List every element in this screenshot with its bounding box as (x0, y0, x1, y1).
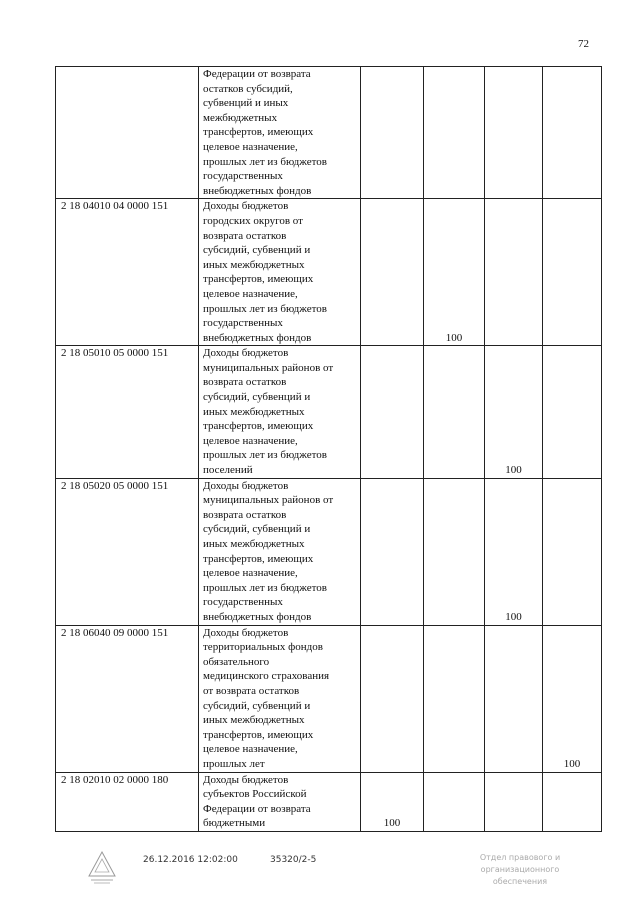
value-cell-2 (424, 772, 485, 831)
description-cell: Доходы бюджетов территориальных фондов обязательного медицинского страхования от возврата остатков субсидий, субвенций и иных межбюджетных трансфертов, имеющих целевое назначение, прошлых лет (199, 625, 361, 772)
value-cell-3 (485, 625, 543, 772)
revenue-table (55, 66, 602, 832)
value-cell-3: 100 (485, 346, 543, 478)
value-cell-4 (543, 346, 602, 478)
value-cell-4 (543, 772, 602, 831)
table-row (56, 772, 602, 831)
description-cell: Доходы бюджетов муниципальных районов от возврата остатков субсидий, субвенций и иных межбюджетных трансфертов, имеющих целевое назначение, прошлых лет из бюджетов государственных внебюджетных фондов (199, 478, 361, 625)
description-cell: Доходы бюджетов муниципальных районов от возврата остатков субсидий, субвенций и иных межбюджетных трансфертов, имеющих целевое назначение, прошлых лет из бюджетов поселений (199, 346, 361, 478)
value-cell-4 (543, 67, 602, 199)
value-cell-3: 100 (485, 478, 543, 625)
footer-stamp (440, 852, 600, 888)
value-cell-1 (361, 625, 424, 772)
table-row (56, 67, 602, 199)
stamp-line-2: обеспечения (492, 877, 548, 886)
value-cell-2 (424, 625, 485, 772)
budget-code-cell: 2 18 05010 05 0000 151 (56, 346, 199, 478)
table-row (56, 346, 602, 478)
value-cell-2: 100 (424, 199, 485, 346)
stamp-line-1: Отдел правового и организационного (479, 853, 561, 874)
emblem-icon (85, 850, 119, 886)
table-row (56, 625, 602, 772)
description-cell: Доходы бюджетов субъектов Российской Федерации от возврата бюджетными (199, 772, 361, 831)
budget-code-cell: 2 18 02010 02 0000 180 (56, 772, 199, 831)
value-cell-4 (543, 478, 602, 625)
value-cell-2 (424, 67, 485, 199)
value-cell-4: 100 (543, 625, 602, 772)
value-cell-4 (543, 199, 602, 346)
value-cell-3 (485, 67, 543, 199)
value-cell-3 (485, 199, 543, 346)
value-cell-1 (361, 346, 424, 478)
value-cell-1 (361, 67, 424, 199)
description-cell: Федерации от возврата остатков субсидий, субвенций и иных межбюджетных трансфертов, имеющих целевое назначение, прошлых лет из бюджетов государственных внебюджетных фондов (199, 67, 361, 199)
budget-code-cell: 2 18 05020 05 0000 151 (56, 478, 199, 625)
table-row (56, 199, 602, 346)
value-cell-3 (485, 772, 543, 831)
value-cell-1 (361, 199, 424, 346)
footer-doc-id: 35320/2-5 (270, 855, 317, 865)
value-cell-1: 100 (361, 772, 424, 831)
budget-code-cell (56, 67, 199, 199)
description-cell: Доходы бюджетов городских округов от возврата остатков субсидий, субвенций и иных межбюджетных трансфертов, имеющих целевое назначение, прошлых лет из бюджетов государственных внебюджетных фондов (199, 199, 361, 346)
page-number: 72 (578, 38, 589, 50)
budget-code-cell: 2 18 04010 04 0000 151 (56, 199, 199, 346)
footer-date: 26.12.2016 12:02:00 (143, 855, 238, 865)
value-cell-1 (361, 478, 424, 625)
budget-code-cell: 2 18 06040 09 0000 151 (56, 625, 199, 772)
value-cell-2 (424, 346, 485, 478)
table-row (56, 478, 602, 625)
value-cell-2 (424, 478, 485, 625)
